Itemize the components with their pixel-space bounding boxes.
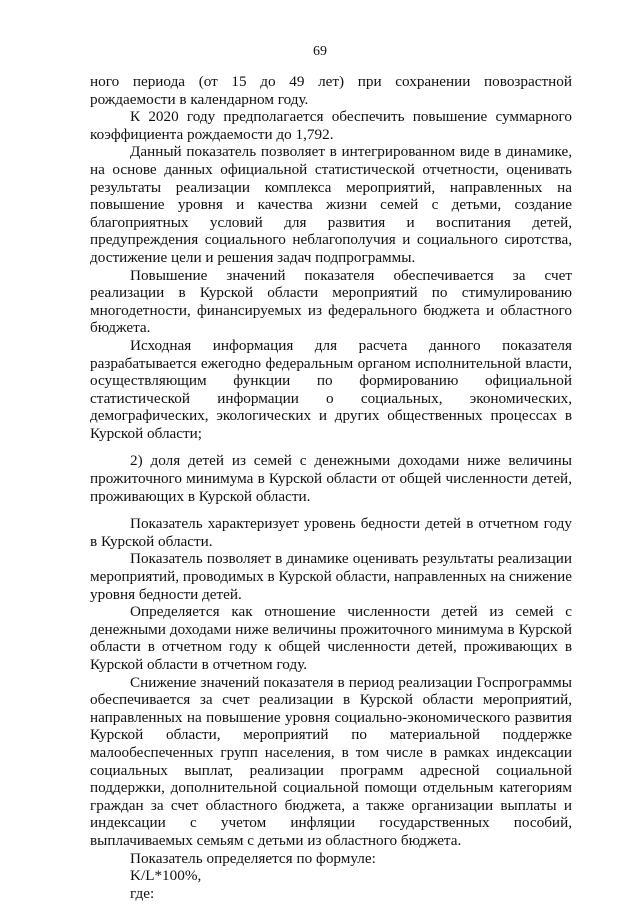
paragraph-indicator-increase: Повышение значений показателя обеспечивается за счет реализации в Курской области мероприятий по стимулированию многодетности, финансируемых из федерального бюджета и областного бюджета. [90, 266, 572, 337]
document-body [90, 73, 572, 902]
paragraph-birth-rate-target: К 2020 году предполагается обеспечить повышение суммарного коэффициента рождаемости до 1,792. [90, 108, 572, 143]
paragraph-indicator-description: Данный показатель позволяет в интегрированном виде в динамике, на основе данных официальной статистической отчетности, оценивать результаты реализации комплекса мероприятий, направленных на повышение уровня и качества жизни семей с детьми, создание благоприятных условий для развития и воспитания детей, предупреждения социального неблагополучия и социального сиротства, достижение цели и решения задач подпрограммы. [90, 143, 572, 266]
paragraph-poverty-dynamics: Показатель позволяет в динамике оценивать результаты реализации мероприятий, проводимых в Курской области, направленных на снижение уровня бедности детей. [90, 550, 572, 603]
paragraph-source-info: Исходная информация для расчета данного показателя разрабатывается ежегодно федеральным органом исполнительной власти, осуществляющим функции по формированию официальной статистической информации о социальных, экономических, демографических, экологических и других общественных процессах в Курской области; [90, 336, 572, 442]
paragraph-poverty-indicator: Показатель характеризует уровень бедности детей в отчетном году в Курской области. [90, 515, 572, 550]
list-item-child-poverty-share: 2) доля детей из семей с денежными доходами ниже величины прожиточного минимума в Курской области от общей численности детей, проживающих в Курской области. [90, 452, 572, 505]
paragraph-where: где: [130, 884, 155, 902]
page-number: 69 [313, 44, 327, 59]
paragraph-continuation: ного периода (от 15 до 49 лет) при сохранении повозрастной рождаемости в календарном году. [90, 73, 572, 108]
paragraph-formula-intro: Показатель определяется по формуле: [130, 849, 376, 867]
formula: K/L*100%, [130, 867, 202, 885]
paragraph-poverty-reduction: Снижение значений показателя в период реализации Госпрограммы обеспечивается за счет реализации в Курской области мероприятий, направленных на повышение уровня социально-экономического развития Курской области, мероприятий по материальной поддержке малообеспеченных групп населения, в том числе в рамках индексации социальных выплат, реализации программ адресной социальной поддержки, дополнительной социальной помощи отдельным категориям граждан за счет областного бюджета, а также организации выплаты и индексации с учетом инфляции государственных пособий, выплачиваемых семьям с детьми из областного бюджета. [90, 673, 572, 849]
paragraph-poverty-definition: Определяется как отношение численности детей из семей с денежными доходами ниже величины прожиточного минимума в Курской области в отчетном году к общей численности детей, проживающих в Курской области в отчетном году. [90, 603, 572, 673]
